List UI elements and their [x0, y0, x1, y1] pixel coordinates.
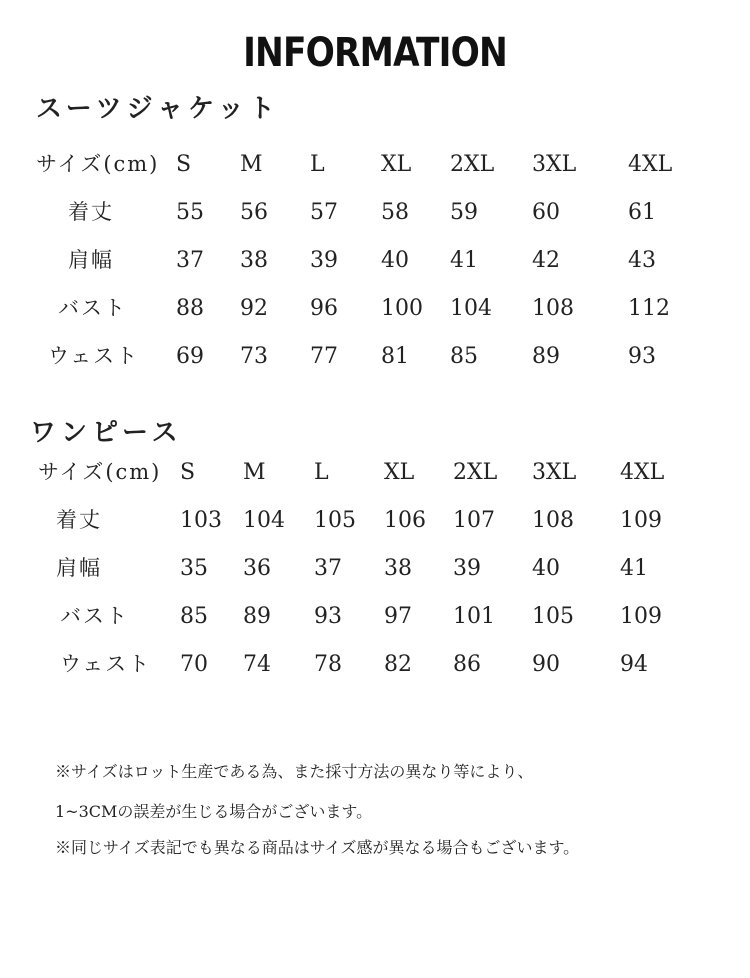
table-cell: 37	[314, 556, 342, 581]
size-header-cell: XL	[381, 152, 412, 177]
table-cell: 55	[176, 200, 204, 225]
size-header-cell: 3XL	[532, 152, 577, 177]
table-cell: 92	[240, 296, 268, 321]
dress-section-heading: ワンピース	[30, 418, 183, 448]
row-label: バスト	[58, 296, 127, 320]
table-cell: 59	[450, 200, 478, 225]
table-cell: 86	[453, 652, 481, 677]
size-header-cell: M	[243, 460, 266, 485]
table-cell: 89	[243, 604, 271, 629]
size-header-cell: S	[180, 460, 196, 485]
table-cell: 109	[620, 508, 662, 533]
table-cell: 88	[176, 296, 204, 321]
note-line: 1~3CMの誤差が生じる場合がございます。	[55, 802, 373, 821]
table-cell: 93	[628, 344, 656, 369]
table-cell: 37	[176, 248, 204, 273]
size-header-cell: 4XL	[620, 460, 665, 485]
table-cell: 42	[532, 248, 560, 273]
row-label: バスト	[60, 604, 129, 628]
table-cell: 107	[453, 508, 495, 533]
table-cell: 104	[450, 296, 492, 321]
table-cell: 56	[240, 200, 268, 225]
table-cell: 101	[453, 604, 495, 629]
size-header-label: サイズ(cm)	[36, 152, 160, 176]
table-cell: 58	[381, 200, 409, 225]
size-header-cell: 2XL	[453, 460, 498, 485]
table-cell: 106	[384, 508, 426, 533]
table-cell: 103	[180, 508, 222, 533]
page-title: INFORMATION	[243, 30, 507, 76]
table-cell: 100	[381, 296, 423, 321]
row-label: 着丈	[56, 508, 102, 532]
table-cell: 109	[620, 604, 662, 629]
table-cell: 78	[314, 652, 342, 677]
table-cell: 41	[450, 248, 478, 273]
table-cell: 96	[310, 296, 338, 321]
row-label: 着丈	[68, 200, 114, 224]
table-cell: 41	[620, 556, 648, 581]
table-cell: 104	[243, 508, 285, 533]
table-cell: 112	[628, 296, 670, 321]
table-cell: 81	[381, 344, 409, 369]
size-header-cell: XL	[384, 460, 415, 485]
table-cell: 94	[620, 652, 648, 677]
table-cell: 70	[180, 652, 208, 677]
table-cell: 36	[243, 556, 271, 581]
table-cell: 39	[453, 556, 481, 581]
size-header-cell: L	[314, 460, 329, 485]
table-cell: 60	[532, 200, 560, 225]
table-cell: 108	[532, 296, 574, 321]
row-label: ウェスト	[48, 344, 140, 368]
table-cell: 35	[180, 556, 208, 581]
table-cell: 90	[532, 652, 560, 677]
size-header-cell: 3XL	[532, 460, 577, 485]
table-cell: 89	[532, 344, 560, 369]
note-line: ※サイズはロット生産である為、また採寸方法の異なり等により、	[55, 762, 534, 781]
table-cell: 61	[628, 200, 656, 225]
table-cell: 38	[384, 556, 412, 581]
size-header-cell: L	[310, 152, 325, 177]
table-cell: 38	[240, 248, 268, 273]
table-cell: 85	[180, 604, 208, 629]
size-header-cell: 2XL	[450, 152, 495, 177]
size-header-label: サイズ(cm)	[38, 460, 162, 484]
table-cell: 82	[384, 652, 412, 677]
table-cell: 43	[628, 248, 656, 273]
size-header-cell: 4XL	[628, 152, 673, 177]
jacket-section-heading: スーツジャケット	[36, 94, 280, 124]
table-cell: 77	[310, 344, 338, 369]
table-cell: 74	[243, 652, 271, 677]
table-cell: 105	[532, 604, 574, 629]
table-cell: 57	[310, 200, 338, 225]
table-cell: 69	[176, 344, 204, 369]
note-line: ※同じサイズ表記でも異なる商品はサイズ感が異なる場合もございます。	[55, 838, 580, 857]
row-label: 肩幅	[56, 556, 102, 580]
size-header-cell: M	[240, 152, 263, 177]
table-cell: 85	[450, 344, 478, 369]
table-cell: 40	[381, 248, 409, 273]
table-cell: 105	[314, 508, 356, 533]
table-cell: 39	[310, 248, 338, 273]
table-cell: 40	[532, 556, 560, 581]
table-cell: 97	[384, 604, 412, 629]
row-label: 肩幅	[68, 248, 114, 272]
row-label: ウェスト	[60, 652, 152, 676]
size-header-cell: S	[176, 152, 192, 177]
table-cell: 73	[240, 344, 268, 369]
table-cell: 108	[532, 508, 574, 533]
table-cell: 93	[314, 604, 342, 629]
